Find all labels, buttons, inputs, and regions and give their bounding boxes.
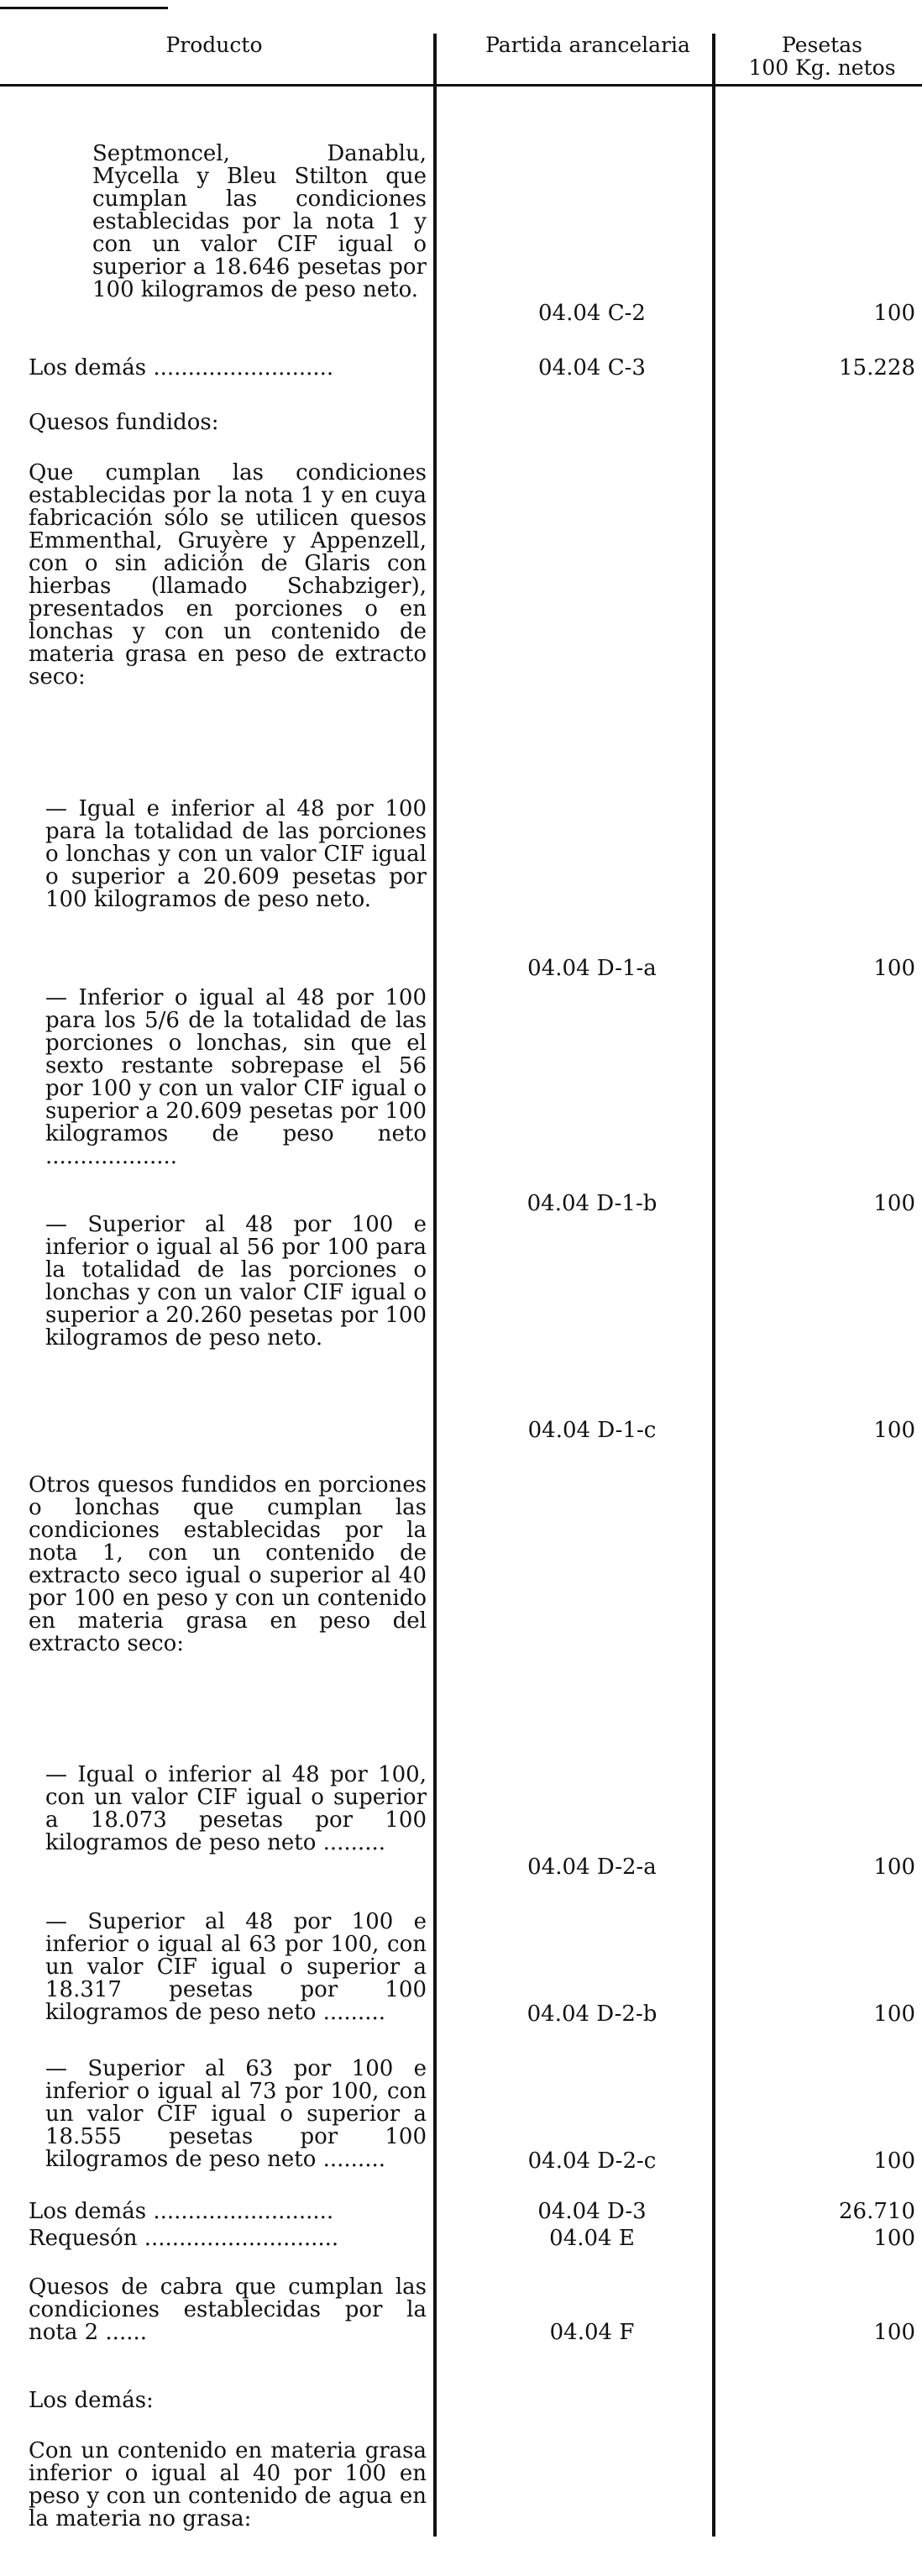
row-code: 04.04 D-1-c	[527, 1418, 657, 1443]
row-text: — Igual e inferior al 48 por 100 para la totalidad de las porciones o lonchas y con un valor CIF igual o superior a 20.609 pesetas por 100 kilogramos de peso neto.	[45, 796, 427, 912]
row-code: 04.04 C-3	[538, 355, 646, 380]
row-text: — Inferior o igual al 48 por 100 para los 5/6 de la totalidad de las porciones o lonchas, sin que el sexto restante sobrepase el 56 por 100 y con un valor CIF igual o superior a 20.609 pesetas por 100 kilogramos de peso neto ...................	[45, 985, 427, 1169]
row-code: 04.04 D-1-b	[526, 1191, 657, 1216]
row-value: 15.228	[839, 355, 915, 380]
header-producto: Producto	[165, 33, 263, 57]
row-text: Quesos fundidos:	[29, 410, 219, 435]
row-text: — Superior al 48 por 100 e inferior o igual al 63 por 100, con un valor CIF igual o superior a 18.317 pesetas por 100 kilogramos de peso neto .........	[45, 1909, 427, 2025]
row-text: Los demás ..........................	[29, 2199, 334, 2224]
row-text: — Superior al 48 por 100 e inferior o igual al 56 por 100 para la totalidad de las porciones o lonchas y con un valor CIF igual o superior a 20.260 pesetas por 100 kilogramos de peso neto.	[45, 1212, 427, 1351]
row-code: 04.04 D-1-a	[527, 956, 657, 981]
row-text: Septmoncel, Danablu, Mycella y Bleu Stilton que cumplan las condiciones establecidas por la nota 1 y con un valor CIF igual o superior a 18.646 pesetas por 100 kilogramos de peso neto.	[92, 141, 427, 302]
row-code: 04.04 D-2-b	[526, 2002, 657, 2027]
row-value: 100	[873, 2002, 915, 2027]
row-text: Otros quesos fundidos en porciones o lonchas que cumplan las condiciones establecidas por la nota 1, con un contenido de extracto seco igual o superior al 40 por 100 en peso y con un contenido en materia grasa en peso del extracto seco:	[29, 1472, 427, 1656]
row-code: 04.04 C-2	[538, 301, 646, 326]
row-code: 04.04 D-2-c	[527, 2148, 657, 2174]
row-value: 100	[873, 301, 915, 326]
row-value: 26.710	[839, 2199, 915, 2224]
row-text: Que cumplan las condiciones establecidas por la nota 1 y en cuya fabricación sólo se utilicen quesos Emmenthal, Gruyère y Appenzell, con o sin adición de Glaris con hierbas (llamado Schabziger), presentados en porciones o en lonchas y con un contenido de materia grasa en peso de extracto seco:	[29, 460, 427, 690]
row-value: 100	[873, 2320, 915, 2345]
column-divider-1	[433, 34, 437, 2537]
row-code: 04.04 E	[549, 2226, 635, 2251]
row-code: 04.04 F	[549, 2320, 635, 2345]
row-text: Quesos de cabra que cumplan las condiciones establecidas por la nota 2 ......	[29, 2274, 427, 2345]
header-partida: Partida arancelaria	[485, 33, 690, 57]
row-text: Los demás:	[29, 2388, 154, 2413]
row-value: 100	[873, 2148, 915, 2174]
row-text: — Igual o inferior al 48 por 100, con un valor CIF igual o superior a 18.073 pesetas por 100 kilogramos de peso neto .........	[45, 1762, 427, 1855]
row-code: 04.04 D-2-a	[527, 1855, 657, 1880]
row-value: 100	[873, 1191, 915, 1216]
row-text: Con un contenido en materia grasa inferior o igual al 40 por 100 en peso y con un contenido de agua en la materia no grasa:	[29, 2438, 427, 2531]
row-value: 100	[873, 1855, 915, 1880]
row-value: 100	[873, 956, 915, 981]
header-pesetas: Pesetas 100 Kg. netos	[748, 33, 896, 80]
header-rule	[0, 0, 168, 9]
row-text: Los demás ..........................	[29, 355, 334, 380]
row-text: Requesón ............................	[29, 2226, 339, 2251]
row-code: 04.04 D-3	[537, 2199, 647, 2224]
table-header	[0, 0, 922, 87]
row-text: — Superior al 63 por 100 e inferior o igual al 73 por 100, con un valor CIF igual o superior a 18.555 pesetas por 100 kilogramos de peso neto .........	[45, 2056, 427, 2172]
row-value: 100	[873, 2226, 915, 2251]
row-value: 100	[873, 1418, 915, 1443]
